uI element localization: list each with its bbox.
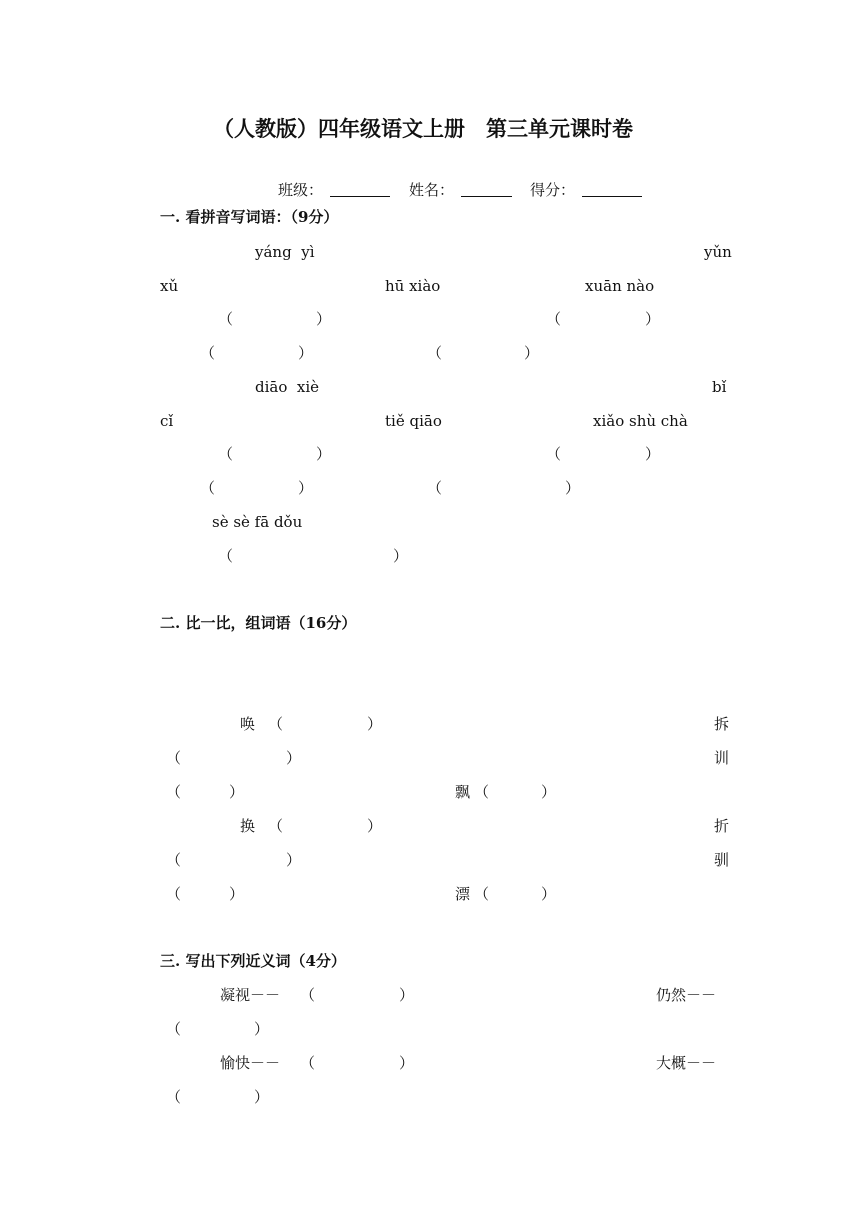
- section-1-heading: 一. 看拼音写词语：（9分）: [160, 208, 339, 226]
- compare-char: 漂: [455, 885, 471, 903]
- class-label: 班级：: [278, 181, 324, 199]
- answer-paren-open: （: [218, 547, 234, 565]
- class-blank[interactable]: [330, 181, 390, 197]
- synonym-word: 凝视－－: [220, 986, 281, 1004]
- section-2-heading: 二. 比一比，组词语（16分）: [160, 614, 357, 632]
- name-blank[interactable]: [461, 181, 512, 197]
- answer-paren-close: ）: [645, 445, 661, 463]
- answer-paren-open: （: [166, 1020, 182, 1038]
- answer-paren-close: ）: [298, 479, 314, 497]
- compare-char: 飘: [455, 783, 471, 801]
- score-label: 得分：: [530, 181, 576, 199]
- pinyin: yáng yì: [255, 243, 315, 261]
- answer-paren-open: （: [166, 851, 182, 869]
- answer-paren-open: （: [166, 885, 182, 903]
- compare-char: 换: [240, 817, 256, 835]
- pinyin: xiǎo shù chà: [593, 412, 688, 430]
- compare-char: 训: [714, 749, 730, 767]
- answer-paren-close: ）: [645, 310, 661, 328]
- pinyin: hū xiào: [385, 277, 441, 295]
- answer-paren-close: ）: [254, 1088, 270, 1106]
- answer-paren-close: ）: [393, 547, 409, 565]
- answer-paren-open: （: [427, 344, 443, 362]
- compare-char: 折: [714, 817, 730, 835]
- answer-paren-close: ）: [229, 885, 245, 903]
- answer-paren-open: （: [200, 344, 216, 362]
- page-title: （人教版）四年级语文上册 第三单元课时卷: [213, 116, 633, 141]
- pinyin: xuān nào: [585, 277, 655, 295]
- answer-paren-open: （: [300, 986, 316, 1004]
- answer-paren-open: （: [268, 715, 284, 733]
- synonym-word: 仍然－－: [656, 986, 717, 1004]
- compare-char: 驯: [714, 851, 730, 869]
- answer-paren-close: ）: [524, 344, 540, 362]
- answer-paren-close: ）: [229, 783, 245, 801]
- answer-paren-close: ）: [399, 986, 415, 1004]
- answer-paren-close: ）: [286, 749, 302, 767]
- answer-paren-close: ）: [565, 479, 581, 497]
- answer-paren-close: ）: [541, 885, 557, 903]
- name-label: 姓名：: [409, 181, 455, 199]
- answer-paren-open: （: [218, 445, 234, 463]
- answer-paren-close: ）: [316, 310, 332, 328]
- answer-paren-open: （: [427, 479, 443, 497]
- answer-paren-close: ）: [316, 445, 332, 463]
- synonym-word: 大概－－: [656, 1054, 717, 1072]
- section-3-heading: 三. 写出下列近义词（4分）: [160, 952, 346, 970]
- answer-paren-close: ）: [298, 344, 314, 362]
- answer-paren-close: ）: [399, 1054, 415, 1072]
- compare-char: 拆: [714, 715, 730, 733]
- answer-paren-close: ）: [541, 783, 557, 801]
- pinyin: diāo xiè: [255, 378, 320, 396]
- answer-paren-close: ）: [367, 817, 383, 835]
- pinyin: tiě qiāo: [385, 412, 442, 430]
- pinyin: cǐ: [160, 412, 174, 430]
- answer-paren-open: （: [546, 445, 562, 463]
- answer-paren-open: （: [268, 817, 284, 835]
- pinyin: yǔn: [704, 243, 732, 261]
- answer-paren-open: （: [218, 310, 234, 328]
- compare-char: 唤: [240, 715, 256, 733]
- score-blank[interactable]: [582, 181, 642, 197]
- answer-paren-close: ）: [286, 851, 302, 869]
- pinyin: bǐ: [712, 378, 727, 396]
- pinyin: sè sè fā dǒu: [212, 513, 303, 531]
- pinyin: xǔ: [160, 277, 179, 295]
- answer-paren-open: （: [546, 310, 562, 328]
- synonym-word: 愉快－－: [220, 1054, 281, 1072]
- answer-paren-open: （: [300, 1054, 316, 1072]
- answer-paren-open: （: [474, 885, 490, 903]
- answer-paren-close: ）: [367, 715, 383, 733]
- answer-paren-open: （: [166, 749, 182, 767]
- answer-paren-open: （: [166, 783, 182, 801]
- answer-paren-open: （: [474, 783, 490, 801]
- answer-paren-open: （: [200, 479, 216, 497]
- answer-paren-open: （: [166, 1088, 182, 1106]
- answer-paren-close: ）: [254, 1020, 270, 1038]
